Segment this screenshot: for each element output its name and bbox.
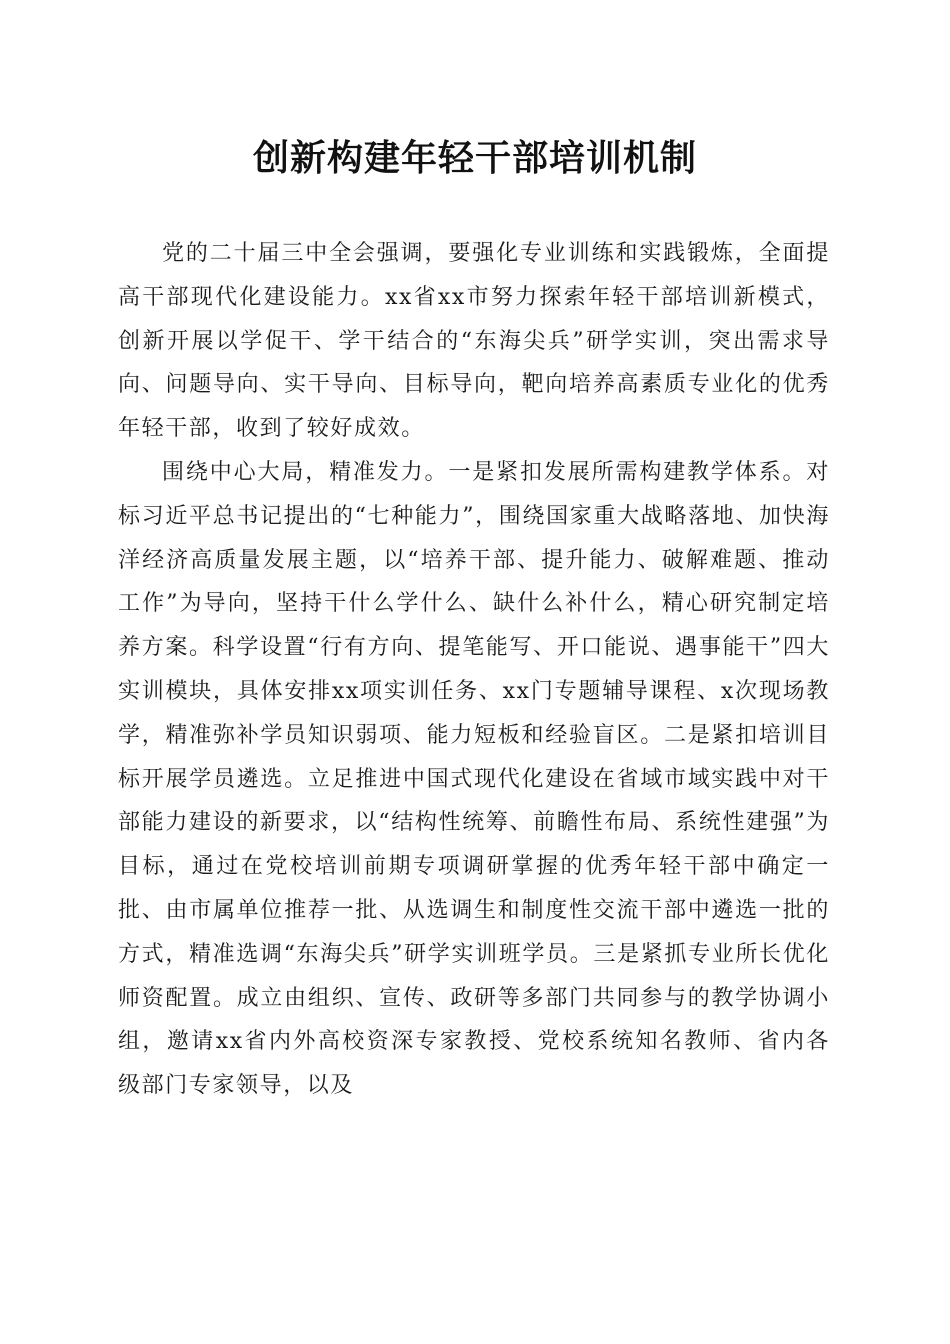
document-title: 创新构建年轻干部培训机制 <box>252 137 697 179</box>
document-body <box>118 232 830 1108</box>
paragraph-focus-on-overall: 围绕中心大局，精准发力。一是紧扣发展所需构建教学体系。对标习近平总书记提出的“七种能力”，围绕国家重大战略落地、加快海洋经济高质量发展主题，以“培养干部、提升能力、破解难题、推动工作”为导向，坚持干什么学什么、缺什么补什么，精心研究制定培养方案。科学设置“行有方向、提笔能写、开口能说、遇事能干”四大实训模块，具体安排xx项实训任务、xx门专题辅导课程、x次现场教学，精准弥补学员知识弱项、能力短板和经验盲区。二是紧扣培训目标开展学员遴选。立足推进中国式现代化建设在省域市域实践中对干部能力建设的新要求，以“结构性统筹、前瞻性布局、系统性建强”为目标，通过在党校培训前期专项调研掌握的优秀年轻干部中确定一批、由市属单位推荐一批、从选调生和制度性交流干部中遴选一批的方式，精准选调“东海尖兵”研学实训班学员。三是紧抓专业所长优化师资配置。成立由组织、宣传、政研等多部门共同参与的教学协调小组，邀请xx省内外高校资深专家教授、党校系统知名教师、省内各级部门专家领导，以及 <box>118 459 830 1099</box>
paragraph-intro: 党的二十届三中全会强调，要强化专业训练和实践锻炼，全面提高干部现代化建设能力。xx省xx市努力探索年轻干部培训新模式，创新开展以学促干、学干结合的“东海尖兵”研学实训，突出需求导向、问题导向、实干导向、目标导向，靶向培养高素质专业化的优秀年轻干部，收到了较好成效。 <box>118 241 830 442</box>
